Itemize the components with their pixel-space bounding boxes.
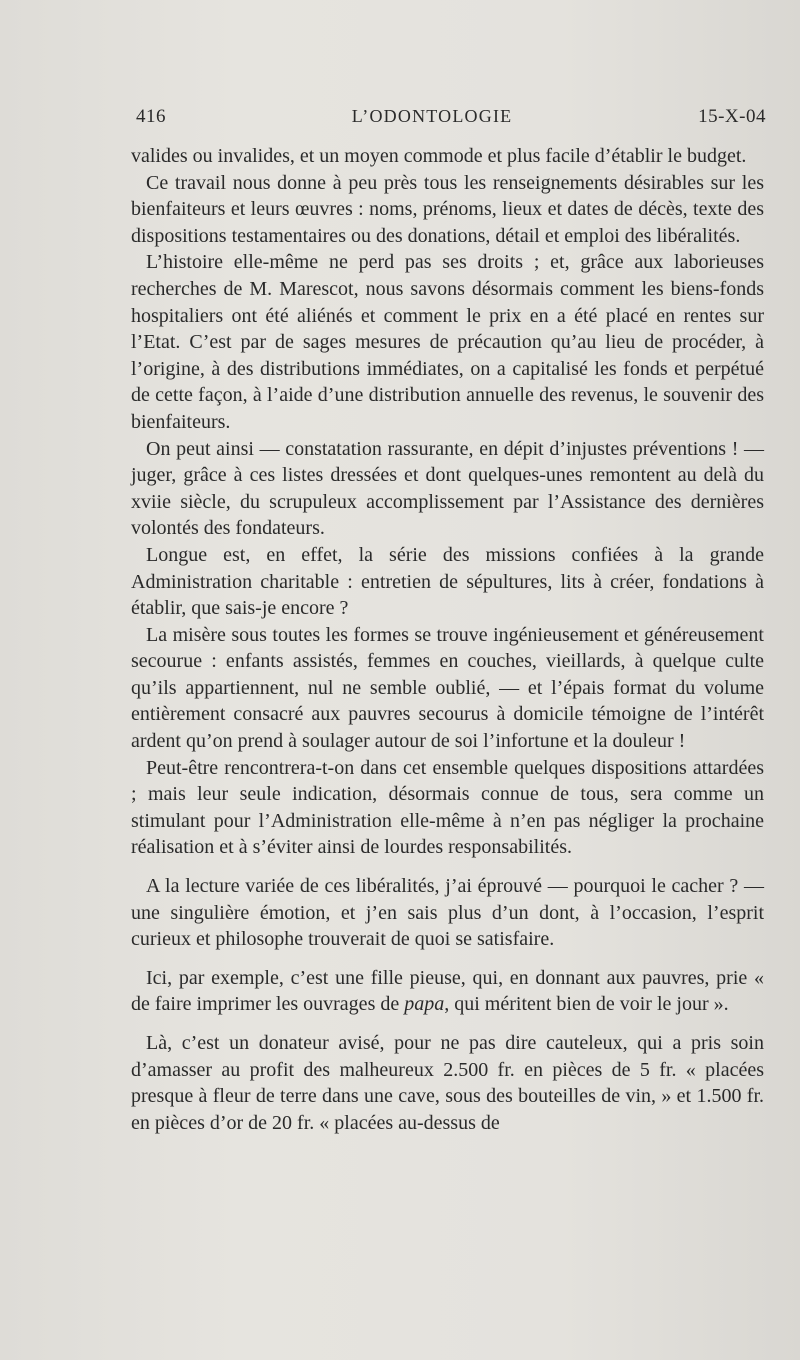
paragraph	[131, 965, 764, 1018]
paragraph: Longue est, en effet, la série des missions confiées à la grande Administration charitable : entretien de sépultures, lits à créer, fondations à établir, que sais-je encore ?	[131, 543, 764, 620]
paragraph: Là, c’est un donateur avisé, pour ne pas dire cauteleux, qui a pris soin d’amasser au profit des malheureux 2.500 fr. en pièces de 5 fr. « placées presque à fleur de terre dans une cave, sous des bouteilles de vin, » et 1.500 fr. en pièces d’or de 20 fr. « placées au-dessus de	[131, 1032, 764, 1134]
paragraph: Ce travail nous donne à peu près tous les renseignements désirables sur les bienfaiteurs et leurs œuvres : noms, prénoms, lieux et dates de décès, texte des dispositions testamentaires ou des donations, détail et emploi des libéralités.	[131, 171, 764, 247]
paragraph: Peut-être rencontrera-t-on dans cet ensemble quelques dispositions attardées ; mais leur seule indication, désormais connue de tous, sera comme un stimulant pour l’Administration elle-même à n’en pas négliger la prochaine réalisation et à s’éviter ainsi de lourdes responsabilités.	[131, 756, 764, 859]
body-text	[131, 143, 764, 1136]
running-header	[136, 106, 766, 128]
page-number: 416	[136, 106, 166, 127]
italic-word: papa	[404, 993, 445, 1016]
paragraph: La misère sous toutes les formes se trouve ingénieusement et généreusement secourue : enfants assistés, femmes en couches, vieillards, à quelque culte qu’ils appartiennent, nul ne semble oublié, — et l’épais format du volume entièrement consacré aux pauvres secourus à domicile témoigne de l’intérêt ardent qu’on prend à soulager autour de soi l’infortune et la douleur !	[131, 623, 764, 753]
paragraph-text: Ici, par exemple, c’est une fille pieuse, qui, en donnant aux pauvres, prie « de faire imprimer les ouvrages de	[131, 966, 764, 1016]
paragraph: A la lecture variée de ces libéralités, j’ai éprouvé — pourquoi le cacher ? — une singulière émotion, et j’en sais plus d’un dont, à l’occasion, l’esprit curieux et philosophe trouverait de quoi se satisfaire.	[131, 875, 764, 951]
journal-title: L’ODONTOLOGIE	[351, 106, 513, 126]
paragraph-text: , qui méritent bien de voir le jour ».	[444, 993, 729, 1016]
issue-date: 15-X-04	[698, 106, 766, 127]
paragraph: On peut ainsi — constatation rassurante, en dépit d’injustes préventions ! — juger, grâce à ces listes dressées et dont quelques-unes remontent au delà du xviie siècle, du scrupuleux accomplissement par l’Assistance des dernières volontés des fondateurs.	[131, 437, 764, 540]
paragraph: valides ou invalides, et un moyen commode et plus facile d’établir le budget.	[131, 145, 747, 167]
paragraph: L’histoire elle-même ne perd pas ses droits ; et, grâce aux laborieuses recherches de M. Marescot, nous savons désormais comment les biens-fonds hospitaliers ont été aliénés et comment le prix en a été placé en rentes sur l’Etat. C’est par de sages mesures de précaution qu’au lieu de procéder, à l’origine, à des distributions immédiates, on a capitalisé les fonds et perpétué de cette façon, à l’aide d’une distribution annuelle des revenus, le souvenir des bienfaiteurs.	[131, 251, 764, 433]
